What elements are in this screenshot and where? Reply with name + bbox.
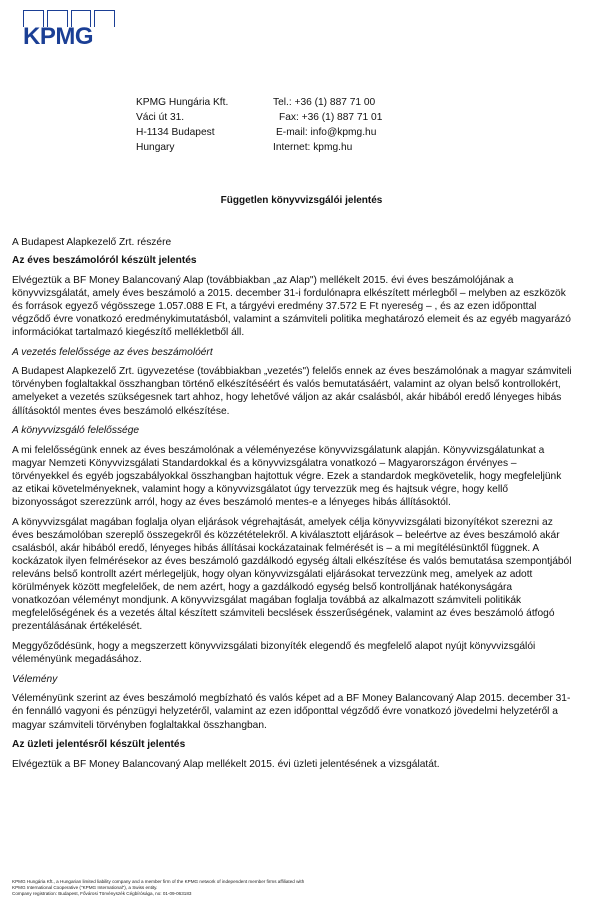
website: Internet: kpmg.hu	[273, 142, 353, 153]
logo-text: KPMG	[23, 23, 93, 50]
management-paragraph: A Budapest Alapkezelő Zrt. ügyvezetése (továbbiakban „vezetés") felelős ennek az éves beszámolónak a magyar számviteli törvényben foglaltakkal összhangban történő elkészítéséért és valós bemutatásáért, valamint az olyan belső kontrollokért, amelyeket a vezetés szükségesnek tart ahhoz, hogy lehetővé váljon az akár csalásból, akár hibából eredő lényeges hibás állításoktól mentes éves beszámoló elkészítése.	[12, 366, 572, 417]
subheading-opinion: Vélemény	[12, 673, 58, 685]
company-name: KPMG Hungária Kft.	[136, 97, 229, 108]
recipient: A Budapest Alapkezelő Zrt. részére	[12, 237, 172, 248]
business-report-paragraph: Elvégeztük a BF Money Balancovaný Alap mellékelt 2015. évi üzleti jelentésének a vizsgálatát.	[12, 758, 440, 770]
auditor-paragraph-1: A mi felelősségünk ennek az éves beszámolónak a véleményezése könyvvizsgálatunk alapján. Könyvvizsgálatunkat a magyar Nemzeti Könyvvizsgálati Standardokkal és a könyvvizsgálatra vonatkozó – Magyarországon érvényes – törvényekkel és egyéb jogszabályokkal összhangban hajtottuk végre. Ezek a standardok megkövetelik, hogy megfeleljünk az etikai követelményeknek, valamint hogy a könyvvizsgálatot úgy tervezzük meg és hajtsuk végre, hogy kellő bizonyosságot szerezzünk arról, hogy az éves beszámoló mentes-e a lényeges hibás állításoktól.	[12, 444, 562, 509]
report-body	[12, 236, 572, 777]
opinion-paragraph: Véleményünk szerint az éves beszámoló megbízható és valós képet ad a BF Money Balancovaný Alap 2015. december 31-én fennálló vagyoni és pénzügyi helyzetéről, valamint az ezen időponttal végződő évre vonatkozó jövedelmi helyzetéről a magyar számviteli törvényben foglaltakkal összhangban.	[12, 693, 571, 731]
footer	[12, 879, 572, 896]
street: Váci út 31.	[136, 112, 185, 123]
footer-line-1: KPMG Hungária Kft., a Hungarian limited liability company and a member firm of the KPMG network of independent member firms affiliated with	[12, 879, 305, 884]
auditor-paragraph-3: Meggyőződésünk, hogy a megszerzett könyvvizsgálati bizonyíték elegendő és megfelelő alapot nyújt könyvvizsgálói véleményünk megadásához.	[12, 641, 536, 666]
fax: Fax: +36 (1) 887 71 01	[279, 112, 383, 123]
intro-paragraph: Elvégeztük a BF Money Balancovaný Alap (továbbiakban „az Alap") mellékelt 2015. évi éves beszámolójának a könyvvizsgálatát, amely éves beszámoló a 2015. december 31-i fordulónapra elkészített mérlegből – melyben az eszközök és források egyező végösszege 1.057.088 E Ft, a tárgyévi eredmény 37.572 E Ft nyereség – , és az ezen időponttal végződő évre vonatkozó eredménykimutatásból, valamint a számviteli politika meghatározó elemeit és az egyéb magyarázó információkat tartalmazó kiegészítő mellékletből áll.	[12, 274, 571, 339]
email: E-mail: info@kpmg.hu	[276, 127, 377, 138]
address-block	[136, 95, 382, 155]
kpmg-logo	[23, 10, 115, 49]
section-heading-financial-statements: Az éves beszámolóról készült jelentés	[12, 255, 197, 267]
footer-line-2: KPMG International Cooperative ("KPMG International"), a Swiss entity.	[12, 884, 158, 890]
report-title: Független könyvvizsgálói jelentés	[220, 195, 383, 206]
subheading-management-responsibility: A vezetés felelőssége az éves beszámolóért	[12, 346, 213, 358]
phone: Tel.: +36 (1) 887 71 00	[273, 97, 376, 108]
section-heading-business-report: Az üzleti jelentésről készült jelentés	[12, 739, 186, 751]
country: Hungary	[136, 142, 175, 153]
auditor-paragraph-2: A könyvvizsgálat magában foglalja olyan eljárások végrehajtását, amelyek célja könyvvizsgálati bizonyítékot szerezni az éves beszámolóban szereplő összegekről és közzétételekről. A kiválasztott eljárások – beleértve az éves beszámoló akár csalásból, akár hibából eredő, lényeges hibás állításai kockázatainak felmérését is – a mi megítélésünktől függnek. A kockázatok ilyen felmérésekor az éves beszámoló gazdálkodó egység általi elkészítése és valós bemutatása szempontjából releváns belső kontrollt azért mérlegeljük, hogy olyan könyvvizsgálati eljárásokat tervezzünk meg, amelyek az adott körülmények között megfelelőek, de nem azért, hogy a gazdálkodó egység belső kontrolljának hatékonyságára vonatkozóan véleményt mondjunk. A könyvvizsgálat magában foglalja továbbá az alkalmazott számviteli politikák megfelelőségének és a vezetés által készített számviteli becslések ésszerűségének, valamint az éves beszámoló átfogó prezentálásának értékelését.	[12, 516, 572, 633]
city: H-1134 Budapest	[136, 127, 215, 138]
footer-line-3: Company registration: Budapest, Fővárosi Törvényszék Cégbírósága, no: 01-09-063183	[12, 890, 192, 896]
subheading-auditor-responsibility: A könyvvizsgáló felelőssége	[12, 425, 140, 437]
